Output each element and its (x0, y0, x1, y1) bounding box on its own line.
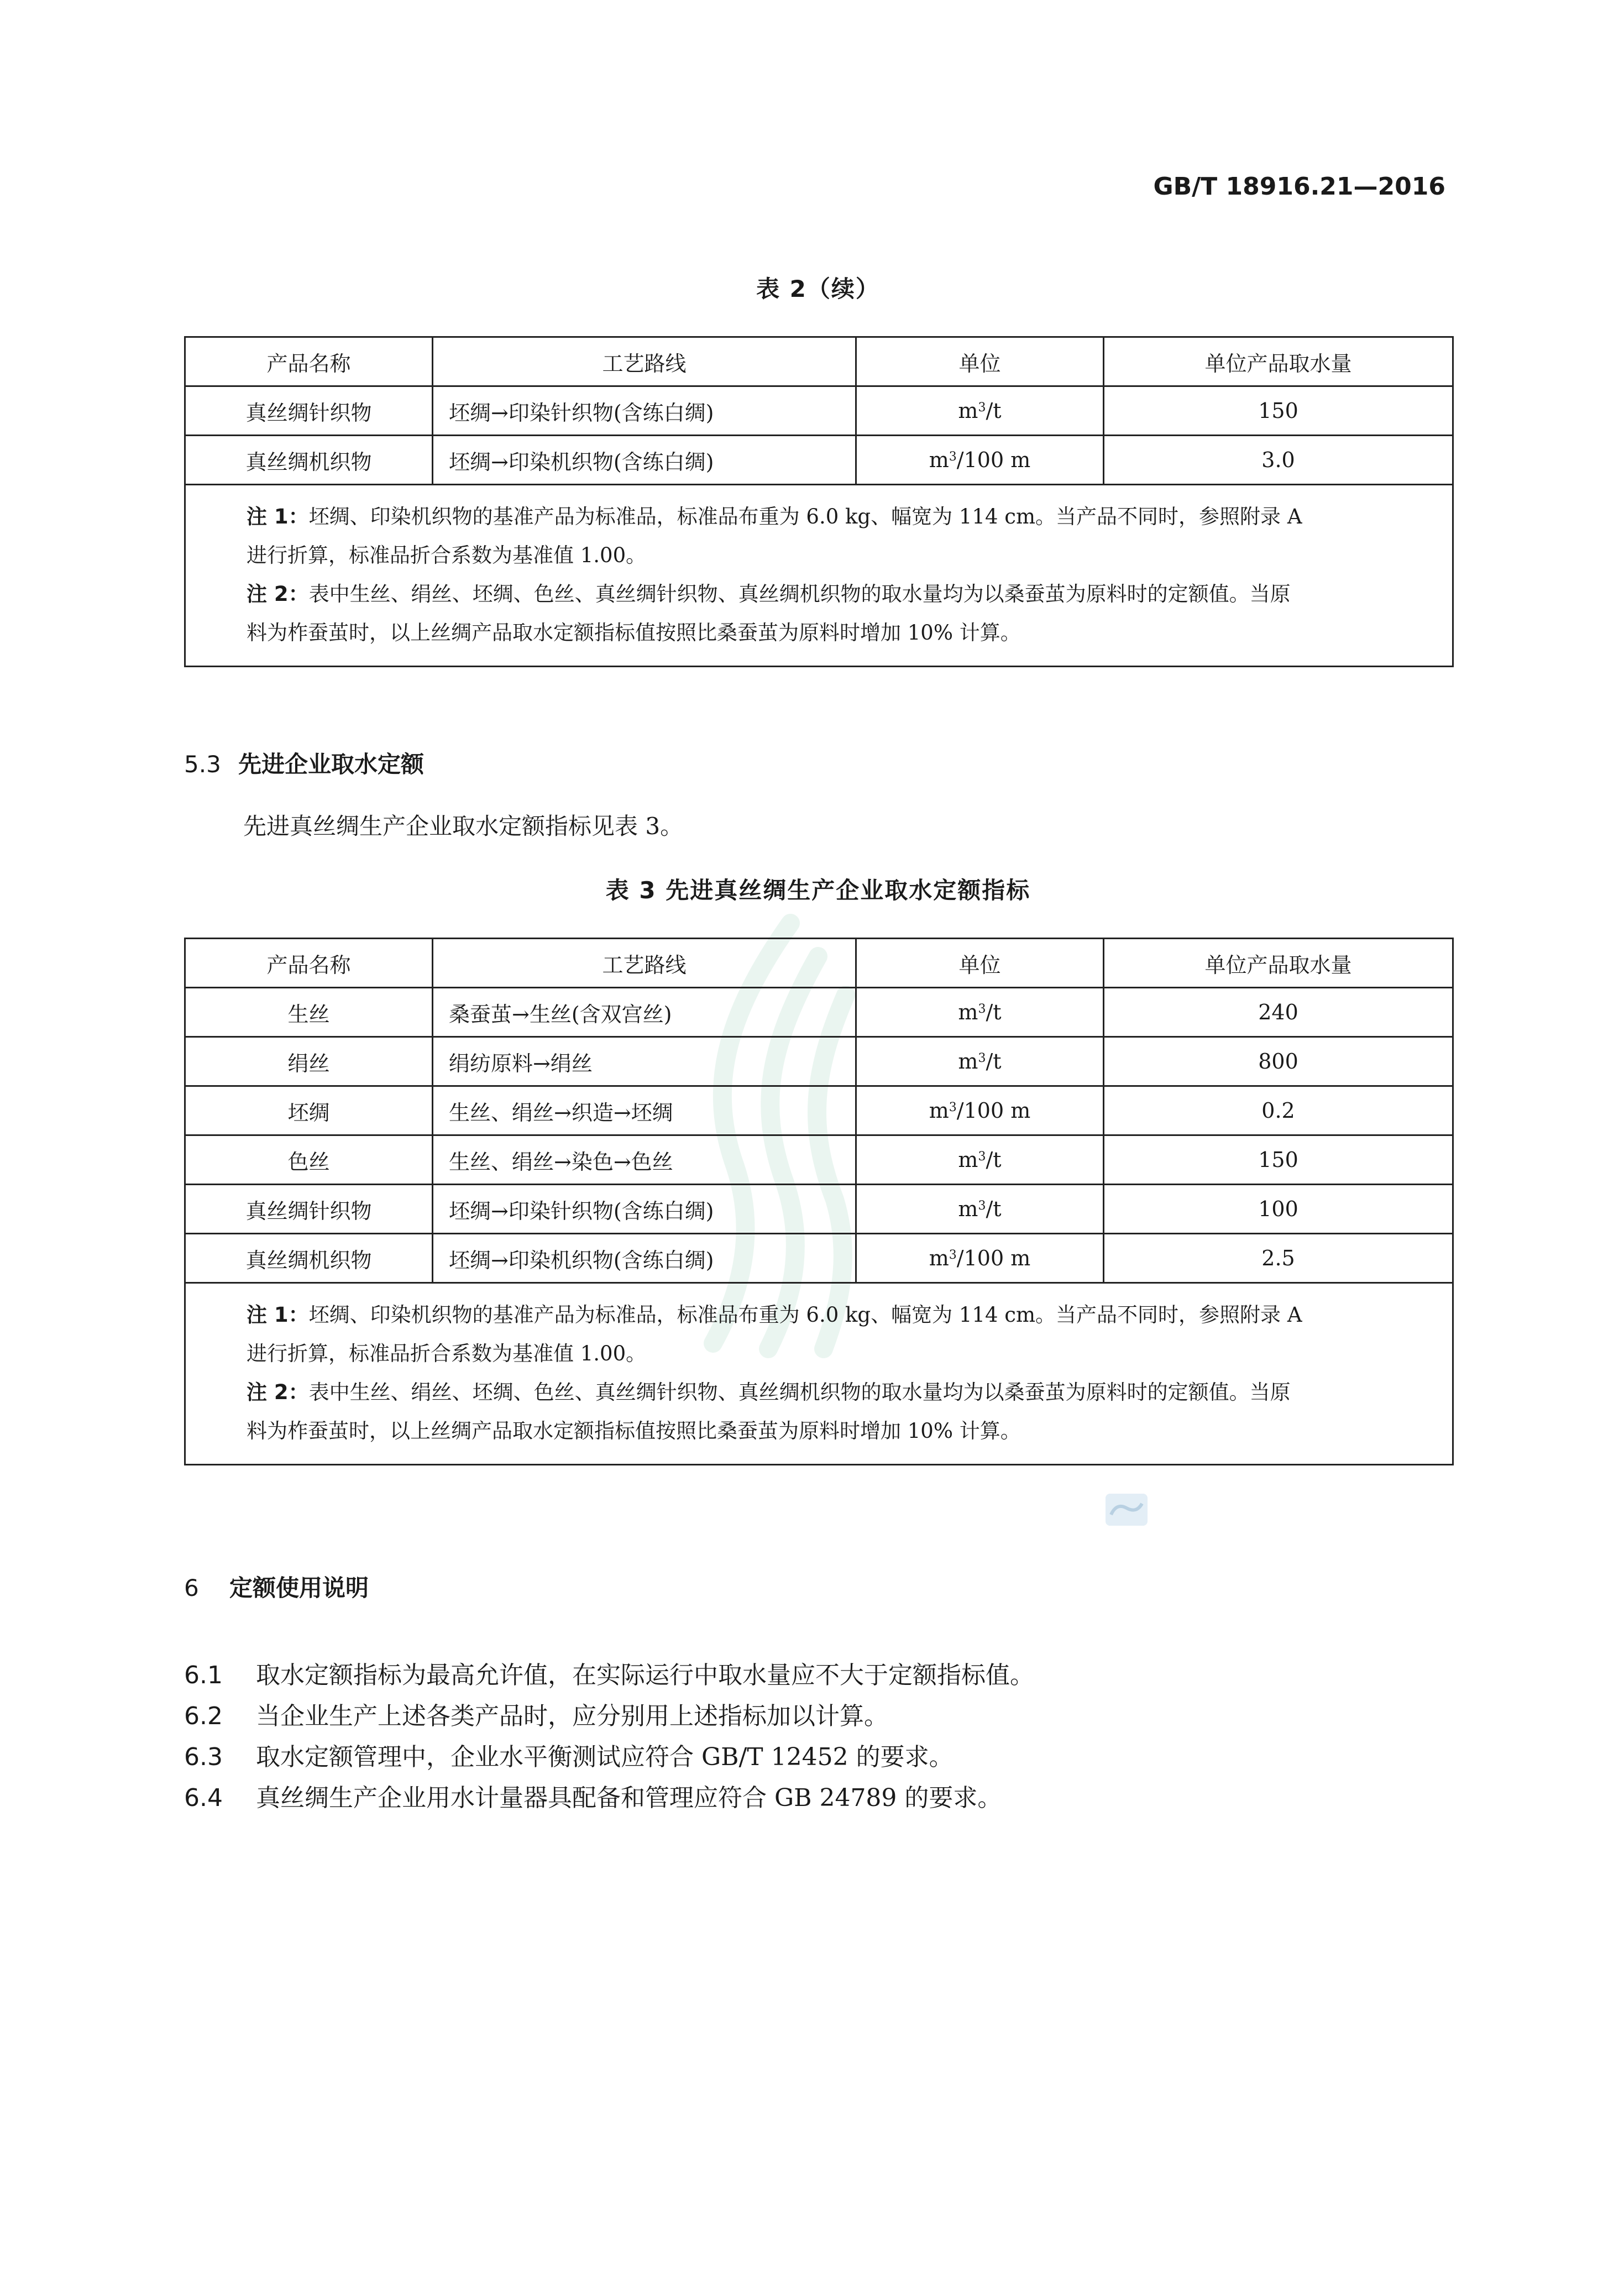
unit-cell: $m^3/100$ m (856, 436, 1104, 485)
table2 (184, 336, 1454, 667)
column-header: 单位产品取水量 (1104, 939, 1453, 988)
product-cell: 色丝 (185, 1135, 433, 1185)
table-row (185, 1135, 1453, 1185)
clause-text: 取水定额指标为最高允许值，在实际运行中取水量应不大于定额指标值。 (256, 1661, 1034, 1689)
column-header: 工艺路线 (433, 337, 856, 386)
value-cell: 800 (1104, 1037, 1453, 1086)
clause-6-3 (184, 1737, 954, 1772)
table-row (185, 386, 1453, 436)
section-number: 5.3 (184, 751, 221, 778)
note-2: 注 2：表中生丝、绢丝、坯绸、色丝、真丝绸针织物、真丝绸机织物的取水量均为以桑蚕茧为原料时的定额值。当原 (247, 1380, 1291, 1404)
clause-number: 6.3 (184, 1743, 223, 1771)
route-cell: 坯绸→印染机织物(含练白绸) (433, 1234, 856, 1283)
notes-cell (185, 485, 1453, 667)
column-header: 产品名称 (185, 939, 433, 988)
table-row (185, 1234, 1453, 1283)
unit-cell: $m^3/t$ (856, 988, 1104, 1037)
note-1-continued: 进行折算，标准品折合系数为基准值 1.00。 (247, 1342, 647, 1365)
section-title: 定额使用说明 (229, 1574, 369, 1601)
clause-6-1 (184, 1655, 1034, 1690)
clause-text: 取水定额管理中，企业水平衡测试应符合 GB/T 12452 的要求。 (256, 1743, 954, 1771)
notes-cell (185, 1283, 1453, 1465)
section-5-3-paragraph: 先进真丝绸生产企业取水定额指标见表 3。 (243, 813, 684, 840)
route-cell: 坯绸→印染机织物(含练白绸) (433, 436, 856, 485)
table3-header-row (185, 939, 1453, 988)
column-header: 单位 (856, 939, 1104, 988)
unit-cell: $m^3/t$ (856, 1037, 1104, 1086)
clause-6-4 (184, 1778, 1002, 1813)
value-cell: 0.2 (1104, 1086, 1453, 1135)
value-cell: 100 (1104, 1185, 1453, 1234)
route-cell: 桑蚕茧→生丝(含双宫丝) (433, 988, 856, 1037)
note-1: 注 1：坯绸、印染机织物的基准产品为标准品，标准品布重为 6.0 kg、幅宽为 114 cm。当产品不同时，参照附录 A (247, 505, 1302, 528)
clause-number: 6.2 (184, 1702, 223, 1730)
section-6-heading (184, 1570, 369, 1603)
unit-cell: $m^3/100$ m (856, 1234, 1104, 1283)
value-cell: 3.0 (1104, 436, 1453, 485)
note-1-continued: 进行折算，标准品折合系数为基准值 1.00。 (247, 543, 647, 567)
product-cell: 真丝绸针织物 (185, 386, 433, 436)
value-cell: 2.5 (1104, 1234, 1453, 1283)
route-cell: 坯绸→印染针织物(含练白绸) (433, 1185, 856, 1234)
clause-text: 真丝绸生产企业用水计量器具配备和管理应符合 GB 24789 的要求。 (256, 1784, 1002, 1812)
product-cell: 坯绸 (185, 1086, 433, 1135)
note-1: 注 1：坯绸、印染机织物的基准产品为标准品，标准品布重为 6.0 kg、幅宽为 114 cm。当产品不同时，参照附录 A (247, 1303, 1302, 1327)
unit-cell: $m^3/t$ (856, 1135, 1104, 1185)
unit-cell: $m^3/t$ (856, 1185, 1104, 1234)
product-cell: 真丝绸针织物 (185, 1185, 433, 1234)
product-cell: 真丝绸机织物 (185, 436, 433, 485)
column-header: 单位 (856, 337, 1104, 386)
unit-cell: $m^3/t$ (856, 386, 1104, 436)
section-title: 先进企业取水定额 (238, 751, 425, 778)
note-2-continued: 料为柞蚕茧时，以上丝绸产品取水定额指标值按照比桑蚕茧为原料时增加 10% 计算。 (247, 1419, 1021, 1443)
table-row (185, 988, 1453, 1037)
table2-notes-row (185, 485, 1453, 667)
column-header: 单位产品取水量 (1104, 337, 1453, 386)
clause-number: 6.4 (184, 1784, 223, 1812)
value-cell: 150 (1104, 386, 1453, 436)
table-row (185, 1086, 1453, 1135)
note-2: 注 2：表中生丝、绢丝、坯绸、色丝、真丝绸针织物、真丝绸机织物的取水量均为以桑蚕茧为原料时的定额值。当原 (247, 582, 1291, 606)
clause-number: 6.1 (184, 1661, 223, 1689)
table-row (185, 436, 1453, 485)
unit-cell: $m^3/100$ m (856, 1086, 1104, 1135)
product-cell: 生丝 (185, 988, 433, 1037)
product-cell: 真丝绸机织物 (185, 1234, 433, 1283)
product-cell: 绢丝 (185, 1037, 433, 1086)
table3-notes-row (185, 1283, 1453, 1465)
note-2-continued: 料为柞蚕茧时，以上丝绸产品取水定额指标值按照比桑蚕茧为原料时增加 10% 计算。 (247, 621, 1021, 645)
standard-code: GB/T 18916.21—2016 (1153, 172, 1445, 201)
route-cell: 坯绸→印染针织物(含练白绸) (433, 386, 856, 436)
column-header: 工艺路线 (433, 939, 856, 988)
table2-header-row (185, 337, 1453, 386)
sac-logo-icon (1104, 1493, 1149, 1527)
table3 (184, 938, 1454, 1465)
table-row (185, 1185, 1453, 1234)
column-header: 产品名称 (185, 337, 433, 386)
section-number: 6 (184, 1574, 199, 1601)
section-5-3-heading (184, 746, 424, 779)
clause-6-2 (184, 1696, 888, 1731)
route-cell: 生丝、绢丝→织造→坯绸 (433, 1086, 856, 1135)
table-row (185, 1037, 1453, 1086)
route-cell: 生丝、绢丝→染色→色丝 (433, 1135, 856, 1185)
clause-text: 当企业生产上述各类产品时，应分别用上述指标加以计算。 (256, 1702, 888, 1730)
value-cell: 240 (1104, 988, 1453, 1037)
table3-caption: 表 3 先进真丝绸生产企业取水定额指标 (605, 877, 1031, 904)
value-cell: 150 (1104, 1135, 1453, 1185)
route-cell: 绢纺原料→绢丝 (433, 1037, 856, 1086)
table2-caption: 表 2（续） (756, 275, 880, 302)
